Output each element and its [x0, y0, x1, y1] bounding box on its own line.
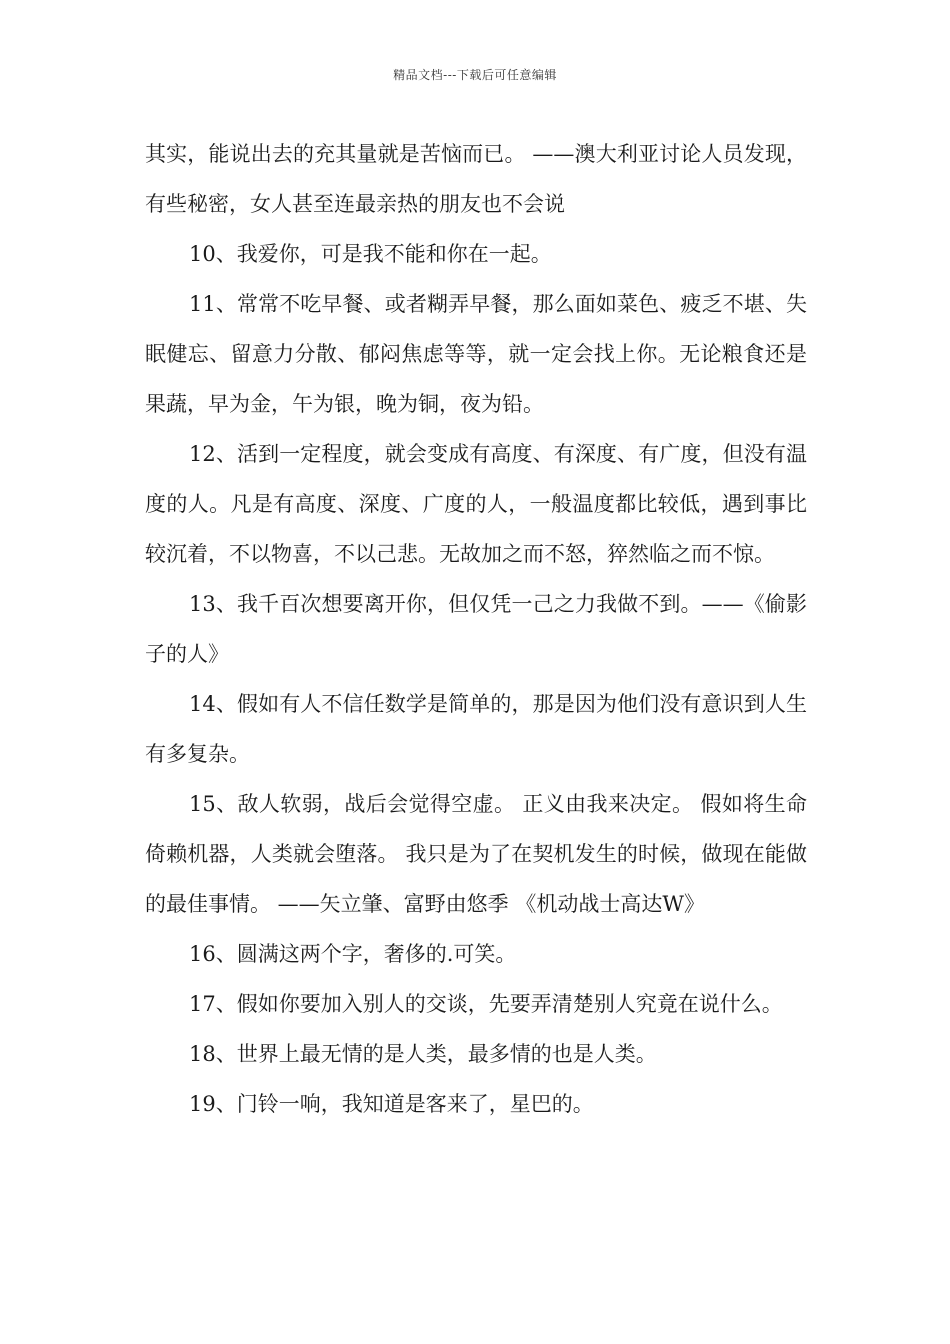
document-body	[145, 129, 807, 1129]
paragraph-item-11: 11、常常不吃早餐、或者糊弄早餐，那么面如菜色、疲乏不堪、失眠健忘、留意力分散、郁闷焦虑等等，就一定会找上你。无论粮食还是果蔬，早为金，午为银，晚为铜，夜为铅。	[145, 292, 807, 416]
paragraph-continuation: 其实，能说出去的充其量就是苦恼而已。 ——澳大利亚讨论人员发现，有些秘密，女人甚至连最亲热的朋友也不会说	[145, 142, 807, 216]
page-header: 精品文档---下载后可任意编辑	[393, 68, 557, 82]
paragraph-item-14: 14、假如有人不信任数学是简单的，那是因为他们没有意识到人生有多复杂。	[145, 692, 807, 766]
paragraph-item-17: 17、假如你要加入别人的交谈，先要弄清楚别人究竟在说什么。	[189, 992, 783, 1016]
paragraph-item-10: 10、我爱你，可是我不能和你在一起。	[189, 242, 552, 266]
paragraph-item-15: 15、敌人软弱，战后会觉得空虚。 正义由我来决定。 假如将生命倚赖机器，人类就会堕落。 我只是为了在契机发生的时候，做现在能做的最佳事情。 ——矢立肇、富野由悠季 《机动战士高达W》	[145, 792, 807, 916]
paragraph-item-18: 18、世界上最无情的是人类，最多情的也是人类。	[189, 1042, 657, 1066]
paragraph-item-12: 12、活到一定程度，就会变成有高度、有深度、有广度，但没有温度的人。凡是有高度、深度、广度的人，一般温度都比较低，遇到事比较沉着，不以物喜，不以己悲。无故加之而不怒，猝然临之而不惊。	[145, 442, 807, 566]
paragraph-item-13: 13、我千百次想要离开你，但仅凭一己之力我做不到。——《偷影子的人》	[145, 592, 807, 666]
paragraph-item-19: 19、门铃一响，我知道是客来了，星巴的。	[189, 1092, 594, 1116]
paragraph-item-16: 16、圆满这两个字，奢侈的.可笑。	[189, 942, 517, 966]
